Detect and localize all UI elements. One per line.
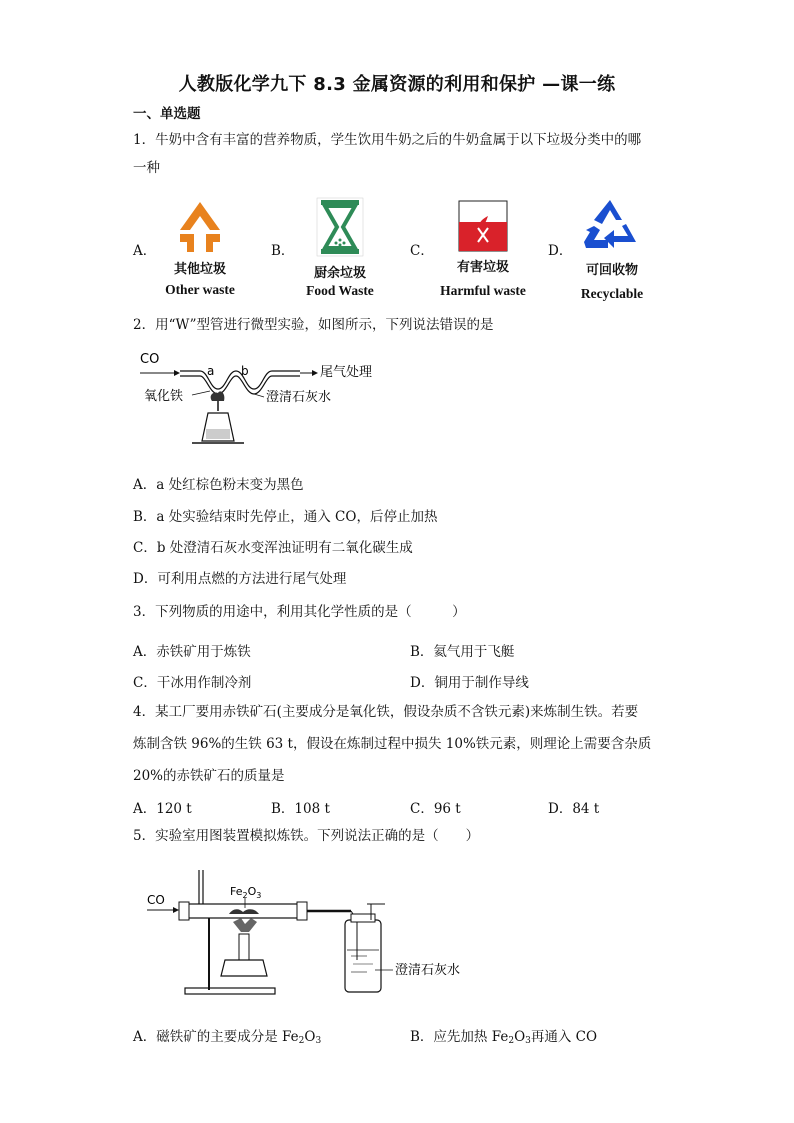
q5-fe2o3-label — [230, 885, 261, 900]
harmful-waste-label: 有害垃圾 — [456, 260, 509, 275]
q2-option-d[interactable]: D．可利用点燃的方法进行尾气处理 — [133, 571, 347, 587]
q5-o-text: O — [247, 885, 257, 898]
q5-fe-text: Fe — [230, 885, 243, 898]
harmful-waste-label-en: Harmful waste — [440, 283, 526, 298]
other-waste-label: 其他垃圾 — [173, 262, 226, 277]
question-1-stem — [133, 126, 663, 182]
food-waste-label-en: Food Waste — [306, 283, 374, 298]
iron-smelting-apparatus-diagram — [145, 860, 475, 1005]
q5-option-a-sub2: 2 — [298, 1036, 305, 1046]
q2-a-label: a — [207, 364, 215, 378]
page-title: 人教版化学九下 8.3 金属资源的利用和保护 —课一练 — [178, 74, 616, 95]
question-1-line-1: 1．牛奶中含有丰富的营养物质，学生饮用牛奶之后的牛奶盒属于以下垃圾分类中的哪 — [133, 132, 642, 148]
q5-option-b[interactable] — [410, 1025, 597, 1046]
other-waste-icon — [175, 200, 225, 254]
q5-limewater-label: 澄清石灰水 — [395, 963, 461, 978]
q4-option-c[interactable]: C．96 t — [410, 801, 461, 817]
question-4-stem — [133, 698, 663, 790]
q5-option-b-o: O — [514, 1029, 526, 1045]
q5-sub2-text: 2 — [242, 891, 248, 900]
q5-option-a-o: O — [304, 1029, 316, 1045]
q3-option-d[interactable]: D．铜用于制作导线 — [410, 675, 529, 691]
other-waste-label-en: Other waste — [165, 282, 235, 297]
q2-option-c[interactable]: C．b 处澄清石灰水变浑浊证明有二氧化碳生成 — [133, 540, 413, 556]
q2-option-a[interactable]: A．a 处红棕色粉末变为黑色 — [133, 477, 304, 493]
food-waste-icon — [315, 196, 365, 258]
q4-option-b[interactable]: B．108 t — [271, 801, 330, 817]
q5-option-a[interactable] — [133, 1025, 321, 1046]
q1-option-c-letter[interactable]: C． — [410, 243, 434, 259]
q2-limewater-label: 澄清石灰水 — [266, 390, 332, 405]
q1-option-b-letter[interactable]: B． — [271, 243, 295, 259]
w-tube-diagram — [140, 345, 390, 460]
food-waste-label: 厨余垃圾 — [313, 266, 366, 281]
q3-option-c[interactable]: C．干冰用作制冷剂 — [133, 675, 252, 691]
q4-option-d[interactable]: D．84 t — [548, 801, 600, 817]
question-4-line-2: 炼制含铁 96%的生铁 63 t，假设在炼制过程中损失 10%铁元素，则理论上需要含杂质 — [133, 736, 652, 752]
q5-sub3-text: 3 — [256, 891, 262, 900]
q5-option-b-sub3: 3 — [525, 1036, 531, 1046]
q5-option-a-text: A．磁铁矿的主要成分是 Fe — [133, 1029, 299, 1045]
q5-option-a-sub3: 3 — [315, 1036, 322, 1046]
q1-option-a-letter[interactable]: A． — [133, 243, 157, 259]
q3-option-a[interactable]: A．赤铁矿用于炼铁 — [133, 644, 251, 660]
question-4-line-3: 20%的赤铁矿石的质量是 — [133, 768, 285, 784]
question-5-stem: 5．实验室用图装置模拟炼铁。下列说法正确的是（ ） — [133, 828, 480, 844]
q3-option-b[interactable]: B．氦气用于飞艇 — [410, 644, 515, 660]
q2-tail-gas-label: 尾气处理 — [320, 365, 373, 380]
recyclable-label: 可回收物 — [585, 263, 638, 278]
question-3-stem: 3．下列物质的用途中，利用其化学性质的是（ ） — [133, 604, 466, 620]
q5-co-label: CO — [147, 893, 165, 907]
harmful-waste-icon — [458, 200, 508, 252]
q2-iron-oxide-label: 氧化铁 — [144, 389, 184, 404]
question-4-line-1: 4．某工厂要用赤铁矿石(主要成分是氧化铁，假设杂质不含铁元素)来炼制生铁。若要 — [133, 704, 639, 720]
q5-option-b-sub2: 2 — [508, 1036, 515, 1046]
q1-option-d-letter[interactable]: D． — [548, 243, 573, 259]
question-2-stem: 2．用“W”型管进行微型实验，如图所示，下列说法错误的是 — [133, 317, 494, 333]
q2-b-label: b — [241, 364, 249, 378]
recyclable-label-en: Recyclable — [580, 286, 644, 301]
q5-option-b-text: B．应先加热 Fe — [410, 1029, 509, 1045]
q2-option-b[interactable]: B．a 处实验结束时先停止，通入 CO，后停止加热 — [133, 509, 438, 525]
q2-co-label: CO — [140, 352, 160, 367]
q4-option-a[interactable]: A．120 t — [133, 801, 192, 817]
section-heading: 一、单选题 — [133, 106, 201, 122]
q5-option-b-post: 再通入 CO — [530, 1029, 598, 1045]
question-1-line-2: 一种 — [133, 160, 160, 176]
recycle-icon — [582, 196, 638, 252]
